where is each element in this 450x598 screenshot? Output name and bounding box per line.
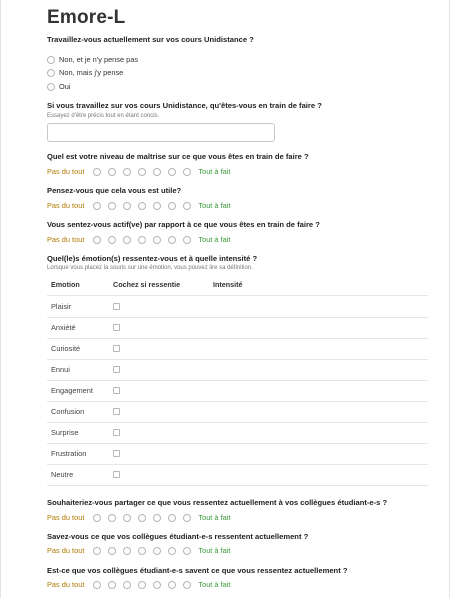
table-row-divider — [47, 317, 428, 318]
scale-radio-1[interactable] — [93, 168, 101, 176]
scale-radio-2[interactable] — [108, 581, 116, 589]
scale-radio-7[interactable] — [183, 581, 191, 589]
emotion-checkbox[interactable] — [113, 471, 120, 478]
scale-low-label: Pas du tout — [47, 546, 85, 555]
scale-radio-3[interactable] — [123, 236, 131, 244]
radio-label: Non, mais j'y pense — [59, 68, 124, 77]
scale-radio-5[interactable] — [153, 236, 161, 244]
emotion-checkbox[interactable] — [113, 303, 120, 310]
scale-radio-7[interactable] — [183, 514, 191, 522]
emotion-checkbox[interactable] — [113, 345, 120, 352]
question-emotions-label: Quel(le)s émotion(s) ressentez-vous et à quelle intensité ? — [47, 254, 258, 263]
scale-radio-4[interactable] — [138, 236, 146, 244]
scale-radio-1[interactable] — [93, 514, 101, 522]
scale-high-label: Tout à fait — [198, 580, 231, 589]
scale-low-label: Pas du tout — [47, 580, 85, 589]
column-header-checked: Cochez si ressentie — [113, 280, 181, 289]
scale-radio-2[interactable] — [108, 514, 116, 522]
scale-radio-7[interactable] — [183, 168, 191, 176]
scale-radio-4[interactable] — [138, 581, 146, 589]
emotion-label: Curiosité — [51, 344, 81, 353]
table-row-divider — [47, 338, 428, 339]
page-title: Emore-L — [47, 7, 126, 28]
table-header-divider — [47, 295, 428, 296]
scale-high-label: Tout à fait — [198, 513, 231, 522]
scale-low-label: Pas du tout — [47, 201, 85, 210]
question-others-know-label: Est-ce que vos collègues étudiant-e-s savent ce que vous ressentez actuellement ? — [47, 566, 348, 575]
scale-radio-1[interactable] — [93, 547, 101, 555]
radio-label: Non, et je n'y pense pas — [59, 55, 139, 64]
question-useful-label: Pensez-vous que cela vous est utile? — [47, 186, 182, 195]
emotion-label: Frustration — [51, 449, 87, 458]
table-row-divider — [47, 359, 428, 360]
scale-low-label: Pas du tout — [47, 167, 85, 176]
column-header-intensity: Intensité — [213, 280, 243, 289]
emotion-label: Anxiété — [51, 323, 76, 332]
know-others-scale — [47, 545, 230, 556]
useful-scale — [47, 200, 230, 211]
scale-radio-6[interactable] — [168, 514, 176, 522]
table-row-divider — [47, 464, 428, 465]
activity-textarea[interactable] — [47, 123, 275, 142]
share-scale — [47, 512, 230, 523]
question-emotions-hint: Lorsque vous placez la souris sur une émotion, vous pouvez lire sa définition. — [47, 265, 253, 271]
scale-radio-5[interactable] — [153, 547, 161, 555]
emotion-checkbox[interactable] — [113, 366, 120, 373]
scale-radio-4[interactable] — [138, 168, 146, 176]
radio-label: Oui — [59, 82, 71, 91]
question-working-label: Travaillez-vous actuellement sur vos cours Unidistance ? — [47, 35, 254, 44]
scale-high-label: Tout à fait — [198, 167, 231, 176]
scale-radio-1[interactable] — [93, 236, 101, 244]
emotion-checkbox[interactable] — [113, 429, 120, 436]
emotion-checkbox[interactable] — [113, 324, 120, 331]
scale-high-label: Tout à fait — [198, 201, 231, 210]
question-activity-hint: Essayez d'être précis tout en étant concis. — [47, 113, 160, 119]
emotion-checkbox[interactable] — [113, 450, 120, 457]
table-row-divider — [47, 485, 428, 486]
emotion-label: Confusion — [51, 407, 85, 416]
radio-circle[interactable] — [47, 69, 55, 77]
emotion-label: Neutre — [51, 470, 74, 479]
scale-radio-7[interactable] — [183, 236, 191, 244]
scale-radio-6[interactable] — [168, 547, 176, 555]
scale-radio-6[interactable] — [168, 581, 176, 589]
radio-option-oui[interactable] — [47, 81, 71, 92]
scale-low-label: Pas du tout — [47, 513, 85, 522]
scale-radio-6[interactable] — [168, 168, 176, 176]
scale-radio-5[interactable] — [153, 581, 161, 589]
table-row-divider — [47, 443, 428, 444]
scale-high-label: Tout à fait — [198, 546, 231, 555]
scale-radio-3[interactable] — [123, 168, 131, 176]
scale-radio-4[interactable] — [138, 202, 146, 210]
emotion-checkbox[interactable] — [113, 408, 120, 415]
question-mastery-label: Quel est votre niveau de maîtrise sur ce que vous êtes en train de faire ? — [47, 152, 309, 161]
radio-option-non-mais[interactable] — [47, 67, 123, 78]
question-share-label: Souhaiteriez-vous partager ce que vous ressentez actuellement à vos collègues étudiant-e-s ? — [47, 498, 388, 507]
scale-radio-5[interactable] — [153, 202, 161, 210]
scale-radio-6[interactable] — [168, 202, 176, 210]
radio-option-non-pas[interactable] — [47, 54, 138, 65]
scale-radio-3[interactable] — [123, 514, 131, 522]
column-header-emotion: Emotion — [51, 280, 80, 289]
emotion-label: Surprise — [51, 428, 79, 437]
scale-radio-4[interactable] — [138, 514, 146, 522]
table-row-divider — [47, 401, 428, 402]
scale-radio-5[interactable] — [153, 514, 161, 522]
question-know-others-label: Savez-vous ce que vos collègues étudiant-e-s ressentent actuellement ? — [47, 532, 309, 541]
table-row-divider — [47, 380, 428, 381]
radio-circle[interactable] — [47, 83, 55, 91]
scale-radio-1[interactable] — [93, 581, 101, 589]
scale-radio-2[interactable] — [108, 168, 116, 176]
scale-high-label: Tout à fait — [198, 235, 231, 244]
question-active-label: Vous sentez-vous actif(ve) par rapport à ce que vous êtes en train de faire ? — [47, 220, 320, 229]
radio-circle[interactable] — [47, 56, 55, 64]
scale-radio-5[interactable] — [153, 168, 161, 176]
emotion-label: Ennui — [51, 365, 70, 374]
scale-radio-2[interactable] — [108, 202, 116, 210]
scale-radio-3[interactable] — [123, 202, 131, 210]
scale-radio-7[interactable] — [183, 547, 191, 555]
scale-radio-2[interactable] — [108, 547, 116, 555]
active-scale — [47, 234, 230, 245]
scale-radio-3[interactable] — [123, 547, 131, 555]
emotion-label: Engagement — [51, 386, 93, 395]
scale-radio-1[interactable] — [93, 202, 101, 210]
others-know-scale — [47, 579, 230, 590]
emotion-label: Plaisir — [51, 302, 72, 311]
scale-radio-3[interactable] — [123, 581, 131, 589]
question-activity-label: Si vous travaillez sur vos cours Unidistance, qu'êtes-vous en train de faire ? — [47, 101, 322, 110]
emotion-checkbox[interactable] — [113, 387, 120, 394]
mastery-scale — [47, 166, 230, 177]
scale-radio-7[interactable] — [183, 202, 191, 210]
scale-radio-2[interactable] — [108, 236, 116, 244]
scale-radio-4[interactable] — [138, 547, 146, 555]
table-row-divider — [47, 422, 428, 423]
scale-radio-6[interactable] — [168, 236, 176, 244]
scale-low-label: Pas du tout — [47, 235, 85, 244]
